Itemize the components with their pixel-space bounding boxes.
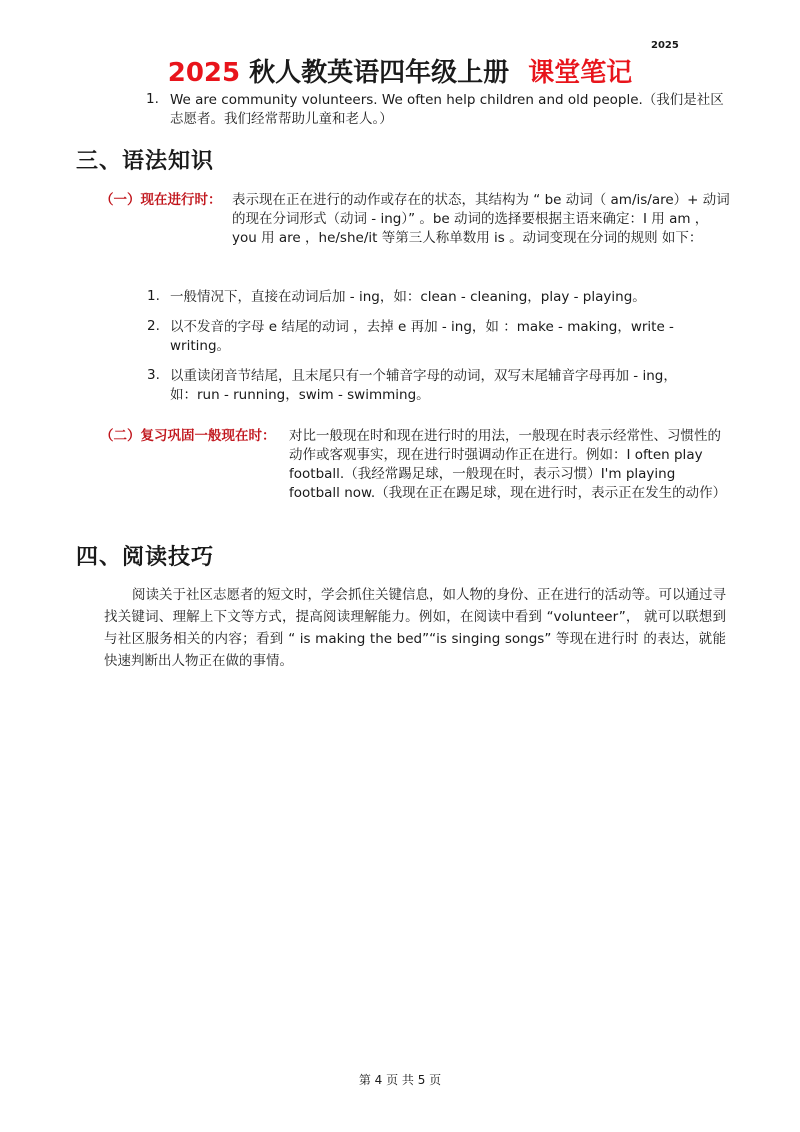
- top-item-number: 1.: [146, 91, 159, 107]
- rule-number-1: 1.: [147, 288, 160, 304]
- subsection-text-simple-present: 对比一般现在时和现在进行时的用法，一般现在时表示经常性、习惯性的动作或客观事实，现在进行时强调动作正在进行。例如：I often play football.（我经常踢足球，一般现在时，表示习惯）I'm playing football now.（我现在正在踢足球，现在进行时，表示正在发生的动作）: [289, 428, 727, 501]
- rule-text-1: 一般情况下，直接在动词后加 - ing，如：clean - cleaning，play - playing。: [170, 289, 646, 305]
- subsection-text-present-continuous: 表示现在正在进行的动作或存在的状态，其结构为 “ be 动词（ am/is/are）+ 动词的现在分词形式（动词 - ing）” 。be 动词的选择要根据主语来确定：I 用 am ，you 用 are ，he/she/it 等第三人称单数用 is 。动词变现在分词的规则 如下：: [232, 192, 730, 246]
- page-title: [0, 52, 800, 89]
- section-heading-grammar: 三、语法知识: [76, 149, 215, 174]
- rule-number-2: 2.: [147, 318, 160, 334]
- page-number: 第 4 页 共 5 页: [358, 1073, 442, 1087]
- title-year: 2025: [167, 58, 241, 88]
- section-heading-reading: 四、阅读技巧: [76, 545, 215, 570]
- title-accent: 课堂笔记: [528, 58, 633, 88]
- header-year: 2025: [651, 40, 679, 51]
- rule-number-3: 3.: [147, 367, 160, 383]
- subsection-label-simple-present: （二）复习巩固一般现在时：: [100, 428, 276, 444]
- rule-text-2: 以不发音的字母 e 结尾的动词 ，去掉 e 再加 - ing，如 ：make - making，write - writing。: [170, 319, 674, 354]
- rule-text-3: 以重读闭音节结尾，且末尾只有一个辅音字母的动词，双写末尾辅音字母再加 - ing， 如：run - running，swim - swimming。: [170, 368, 677, 403]
- reading-tips-paragraph: 阅读关于社区志愿者的短文时，学会抓住关键信息，如人物的身份、正在进行的活动等。可以通过寻找关键词、理解上下文等方式，提高阅读理解能力。例如，在阅读中看到 “volunteer”， 就可以联想到与社区服务相关的内容；看到 “ is making the bed”“is singing songs” 等现在进行时 的表达，就能快速判断出人物正在做的事情。: [104, 587, 726, 669]
- title-main: 秋人教英语四年级上册: [249, 58, 510, 88]
- top-item-text: We are community volunteers. We often help children and old people.（我们是社区志愿者。我们经常帮助儿童和老人。）: [170, 92, 724, 127]
- subsection-label-present-continuous: （一）现在进行时：: [100, 192, 222, 208]
